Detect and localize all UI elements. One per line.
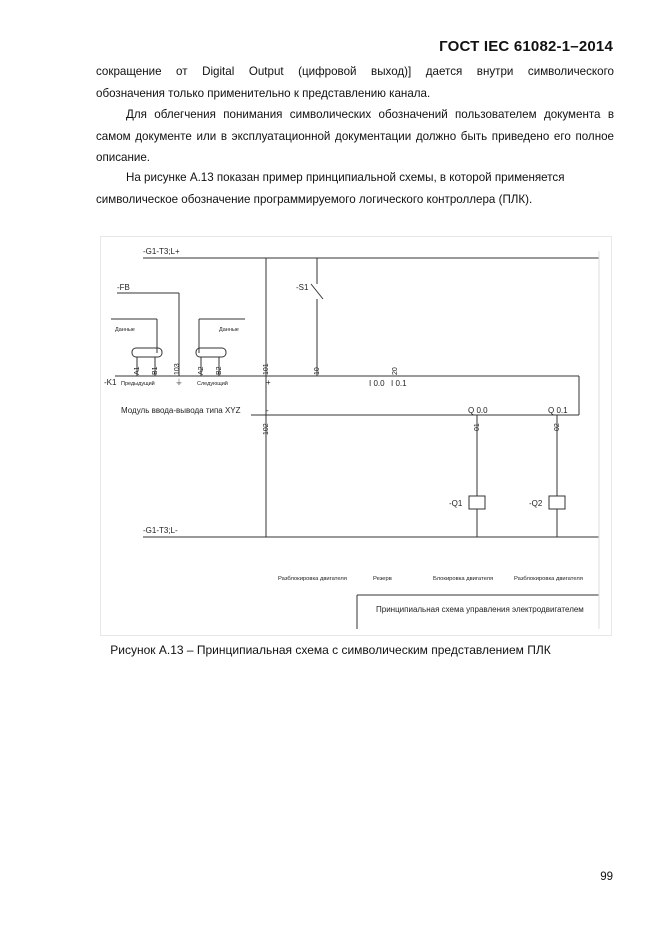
paragraph-1-line-1: сокращение от Digital Output (цифровой выход)] дается внутри символического [96, 65, 614, 78]
title-block-label: Принципиальная схема управления электродвигателем [376, 605, 584, 614]
paragraph-3-line-2: символическое обозначение программируемого логического контроллера (ПЛК). [96, 192, 533, 206]
q1-coil [469, 496, 485, 509]
pin-10: 10 [314, 367, 321, 375]
next-label: Следующий [197, 381, 228, 387]
prev-label: Предыдущий [121, 381, 155, 387]
function-1-label: Разблокировка двигателя [278, 576, 347, 582]
paragraph-3 [96, 167, 614, 210]
paragraph-2-text: Для облегчения понимания символических обозначений пользователем документа в самом документе или в эксплуатационной документации должно быть приведено его полное описание. [96, 108, 614, 164]
pin-102: 102 [263, 423, 270, 435]
pin-b1: B1 [152, 366, 159, 375]
q1-label: -Q1 [449, 499, 463, 508]
function-4-label: Разблокировка двигателя [514, 576, 583, 582]
function-2-label: Резерв [373, 576, 392, 582]
pin-103: 103 [174, 363, 181, 375]
pin-01: 01 [474, 423, 481, 431]
ground-icon: ⏚ [175, 378, 183, 387]
output-q00-label: Q 0.0 [468, 406, 488, 415]
paragraph-1-line-2: обозначения только применительно к представлению канала. [96, 86, 431, 100]
document-header: ГОСТ IEC 61082-1–2014 [439, 38, 613, 55]
module-label: Модуль ввода-вывода типа XYZ [121, 406, 241, 415]
q2-label: -Q2 [529, 499, 543, 508]
fb-label: -FB [117, 283, 130, 292]
data-left-label: Данные [115, 327, 135, 333]
input-i00-label: I 0.0 [369, 379, 385, 388]
rail-top-label: -G1-T3;L+ [143, 247, 180, 256]
figure-caption: Рисунок А.13 – Принципиальная схема с символическим представлением ПЛК [110, 643, 551, 657]
schematic-figure [100, 236, 612, 636]
paragraph-3-line-1: На рисунке А.13 показан пример принципиальной схемы, в которой применяется [126, 171, 565, 184]
pin-b2: B2 [216, 366, 223, 375]
paragraph-2 [96, 104, 614, 169]
pin-a1: A1 [134, 366, 141, 375]
pin-02: 02 [554, 423, 561, 431]
page-number: 99 [600, 871, 613, 883]
pin-20: 20 [392, 367, 399, 375]
s1-contact [311, 284, 323, 299]
input-i01-label: I 0.1 [391, 379, 407, 388]
s1-label: -S1 [296, 283, 309, 292]
pin-101: 101 [263, 363, 270, 375]
q2-coil [549, 496, 565, 509]
function-3-label: Блокировка двигателя [433, 576, 494, 582]
output-q01-label: Q 0.1 [548, 406, 568, 415]
plus-sign: + [266, 378, 271, 387]
k1-label: -K1 [104, 378, 117, 387]
pin-a2: A2 [198, 366, 205, 375]
schematic-drawing [101, 237, 611, 635]
rail-bottom-label: -G1-T3;L- [143, 526, 178, 535]
data-right-label: Данные [219, 327, 239, 333]
connector-right [196, 348, 226, 357]
paragraph-1 [96, 61, 614, 104]
minus-sign: - [266, 406, 269, 415]
